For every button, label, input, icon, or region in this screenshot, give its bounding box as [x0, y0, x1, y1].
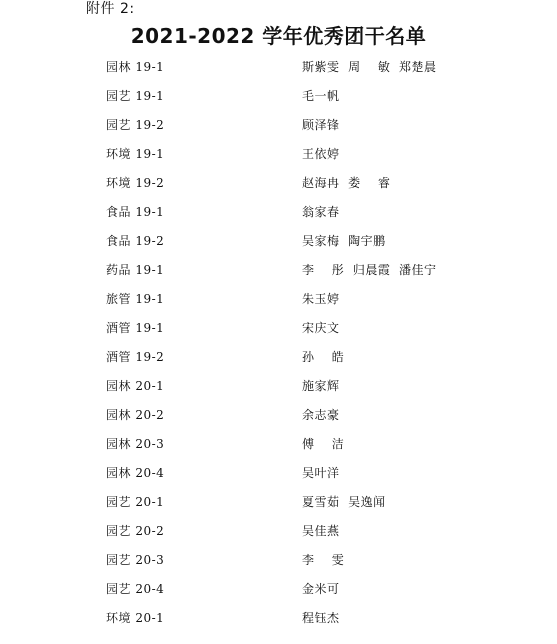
class-name: 园艺 20-1 — [106, 495, 165, 509]
class-name: 食品 19-1 — [106, 205, 165, 219]
class-name: 园艺 19-1 — [106, 89, 165, 103]
list-item — [0, 463, 557, 492]
member-names: 孙 皓 — [302, 350, 345, 364]
list-item — [0, 173, 557, 202]
class-name: 环境 20-1 — [106, 611, 165, 625]
member-names: 李 彤 归晨霞 潘佳宁 — [302, 263, 437, 277]
member-names: 朱玉婷 — [302, 292, 340, 306]
class-name: 园林 20-4 — [106, 466, 165, 480]
list-item — [0, 492, 557, 521]
member-names: 吴叶洋 — [302, 466, 340, 480]
class-name: 药品 19-1 — [106, 263, 165, 277]
class-name: 环境 19-2 — [106, 176, 165, 190]
class-name: 园艺 20-2 — [106, 524, 165, 538]
member-names: 李 雯 — [302, 553, 345, 567]
member-names: 吴家梅 陶宇鹏 — [302, 234, 386, 248]
member-names: 赵海冉 娄 睿 — [302, 176, 391, 190]
list-item — [0, 318, 557, 347]
list-item — [0, 231, 557, 260]
list-item — [0, 376, 557, 405]
class-name: 园艺 20-4 — [106, 582, 165, 596]
member-names: 斯紫雯 周 敏 郑楚晨 — [302, 60, 437, 74]
member-names: 毛一帆 — [302, 89, 340, 103]
member-names: 夏雪茹 吴逸闻 — [302, 495, 386, 509]
class-name: 园林 20-1 — [106, 379, 165, 393]
class-name: 园林 20-2 — [106, 408, 165, 422]
class-name: 酒管 19-1 — [106, 321, 165, 335]
class-name: 环境 19-1 — [106, 147, 165, 161]
member-names: 程钰杰 — [302, 611, 340, 625]
attachment-label: 附件 2: — [86, 1, 135, 17]
list-item — [0, 579, 557, 608]
list-item — [0, 144, 557, 173]
list-item — [0, 260, 557, 289]
list-item — [0, 434, 557, 463]
member-names: 吴佳燕 — [302, 524, 340, 538]
list-item — [0, 86, 557, 115]
list-item — [0, 57, 557, 86]
member-names: 金米可 — [302, 582, 340, 596]
list-item — [0, 289, 557, 318]
list-item — [0, 202, 557, 231]
class-name: 旅管 19-1 — [106, 292, 165, 306]
member-names: 傅 洁 — [302, 437, 345, 451]
member-names: 宋庆文 — [302, 321, 340, 335]
class-name: 酒管 19-2 — [106, 350, 165, 364]
list-item — [0, 347, 557, 376]
member-names: 顾泽锋 — [302, 118, 340, 132]
roster-list — [0, 57, 557, 637]
page-title: 2021-2022 学年优秀团干名单 — [130, 24, 427, 48]
class-name: 园林 20-3 — [106, 437, 165, 451]
class-name: 园艺 19-2 — [106, 118, 165, 132]
class-name: 园艺 20-3 — [106, 553, 165, 567]
list-item — [0, 608, 557, 637]
member-names: 翁家春 — [302, 205, 340, 219]
list-item — [0, 405, 557, 434]
member-names: 余志豪 — [302, 408, 340, 422]
member-names: 王依婷 — [302, 147, 340, 161]
list-item — [0, 521, 557, 550]
class-name: 食品 19-2 — [106, 234, 165, 248]
list-item — [0, 550, 557, 579]
list-item — [0, 115, 557, 144]
member-names: 施家辉 — [302, 379, 340, 393]
class-name: 园林 19-1 — [106, 60, 165, 74]
